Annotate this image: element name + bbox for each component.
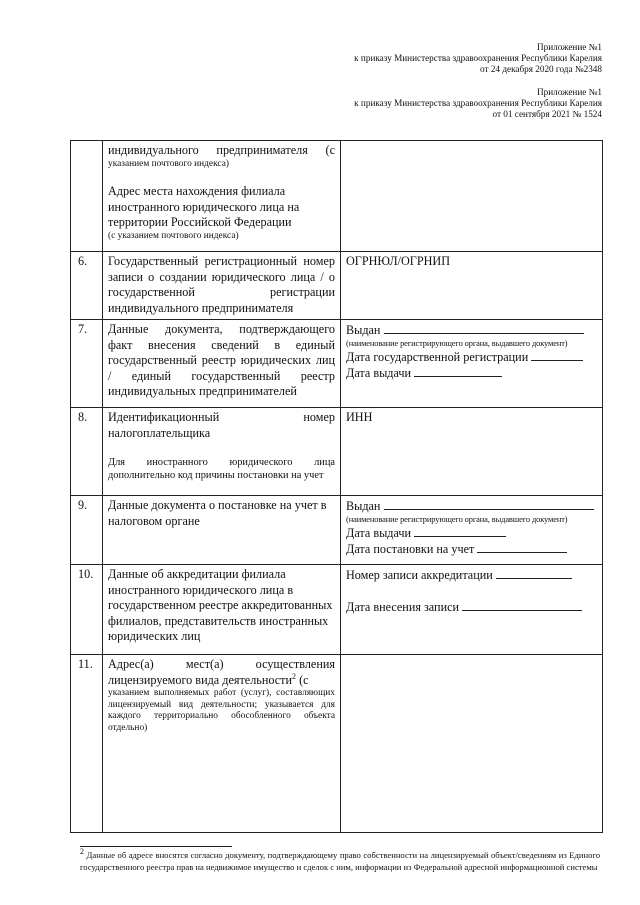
- footnote-text: Данные об адресе вносятся согласно документу, подтверждающему право собственности на лицензируемый объект/сведениям из Единого государственного реестра прав на недвижимое имущество и сделок с ним, информации из Федеральной адресной информационной системы: [80, 850, 601, 872]
- form-row-10: [71, 565, 603, 655]
- row-number: 6.: [71, 252, 103, 320]
- row-description: Данные документа о постановке на учет в налоговом органе: [103, 496, 341, 565]
- issued-by-field[interactable]: Выдан: [346, 322, 597, 339]
- appendix-title: Приложение №1: [537, 42, 602, 52]
- form-row-address-continued: [71, 141, 603, 252]
- appendix-title: Приложение №1: [537, 87, 602, 97]
- application-form-table: [70, 140, 603, 833]
- accreditation-record-field[interactable]: Номер записи аккредитации: [346, 567, 597, 584]
- reg-date-field[interactable]: Дата государственной регистрации: [346, 349, 597, 366]
- footnote-mark: 2: [80, 847, 84, 857]
- issue-date-field[interactable]: Дата выдачи: [346, 365, 597, 382]
- row-description: Государственный регистрационный номер записи о создании юридического лица / о государственной регистрации индивидуального предпринимателя: [103, 252, 341, 320]
- desc-main: Адрес(а) мест(а) осуществления лицензируемого вида деятельности$^2$ (с: [108, 657, 335, 687]
- row-number: 10.: [71, 565, 103, 655]
- row-number: 11.: [71, 655, 103, 833]
- inn-field[interactable]: ИНН: [341, 408, 603, 496]
- desc-hint: указанием выполняемых работ (услуг), составляющих лицензируемый вид деятельности; указывается для каждого территориально обособленного объекта отдельно): [108, 688, 335, 733]
- row-number: [71, 141, 103, 252]
- row-description: [103, 408, 341, 496]
- desc-hint: указанием почтового индекса): [108, 158, 229, 169]
- activity-address-field[interactable]: [341, 655, 603, 833]
- form-row-9: [71, 496, 603, 565]
- issued-by-hint: (наименование регистрирующего органа, выдавшего документ): [346, 514, 568, 524]
- desc-note: Для иностранного юридического лица дополнительно код причины постановки на учет: [108, 457, 335, 481]
- order-date-line: от 24 декабря 2020 года №2348: [480, 64, 602, 74]
- accreditation-fields: [341, 565, 603, 655]
- form-row-7: [71, 320, 603, 408]
- accreditation-date-field[interactable]: Дата внесения записи: [346, 599, 597, 616]
- row-description: [103, 655, 341, 833]
- registration-doc-fields: [341, 320, 603, 408]
- footnote-divider: [80, 846, 232, 847]
- order-header-2021: [354, 87, 602, 120]
- footnote: [80, 847, 601, 874]
- desc-hint: (с указанием почтового индекса): [108, 230, 239, 241]
- order-ref-line: к приказу Министерства здравоохранения Республики Карелия: [354, 98, 602, 108]
- order-header-2020: [354, 42, 602, 75]
- row-description: Данные документа, подтверждающего факт внесения сведений в единый государственный реестр юридических лиц / единый государственный реестр индивидуальных предпринимателей: [103, 320, 341, 408]
- desc-main: Идентификационный номер налогоплательщика: [108, 410, 335, 440]
- issued-by-hint: (наименование регистрирующего органа, выдавшего документ): [346, 338, 568, 348]
- order-date-line: от 01 сентября 2021 № 1524: [492, 109, 602, 119]
- row-number: 9.: [71, 496, 103, 565]
- row-number: 7.: [71, 320, 103, 408]
- footnote-ref: 2: [292, 671, 297, 681]
- tax-registration-fields: [341, 496, 603, 565]
- issue-date-field[interactable]: Дата выдачи: [346, 525, 597, 542]
- row-description: [103, 141, 341, 252]
- form-row-8: [71, 408, 603, 496]
- branch-address-label: Адрес места нахождения филиала иностранного юридического лица на территории Российской Федерации: [108, 184, 300, 229]
- form-row-6: [71, 252, 603, 320]
- order-ref-line: к приказу Министерства здравоохранения Республики Карелия: [354, 53, 602, 63]
- address-value-field[interactable]: [341, 141, 603, 252]
- ogrn-field[interactable]: ОГРНЮЛ/ОГРНИП: [341, 252, 603, 320]
- row-number: 8.: [71, 408, 103, 496]
- tax-reg-date-field[interactable]: Дата постановки на учет: [346, 541, 597, 558]
- form-row-11: [71, 655, 603, 833]
- desc-line: индивидуального предпринимателя (с: [108, 143, 335, 157]
- row-description: Данные об аккредитации филиала иностранного юридического лица в государственном реестре аккредитованных филиалов, представительств иностранных юридических лиц: [103, 565, 341, 655]
- issued-by-field[interactable]: Выдан: [346, 498, 597, 515]
